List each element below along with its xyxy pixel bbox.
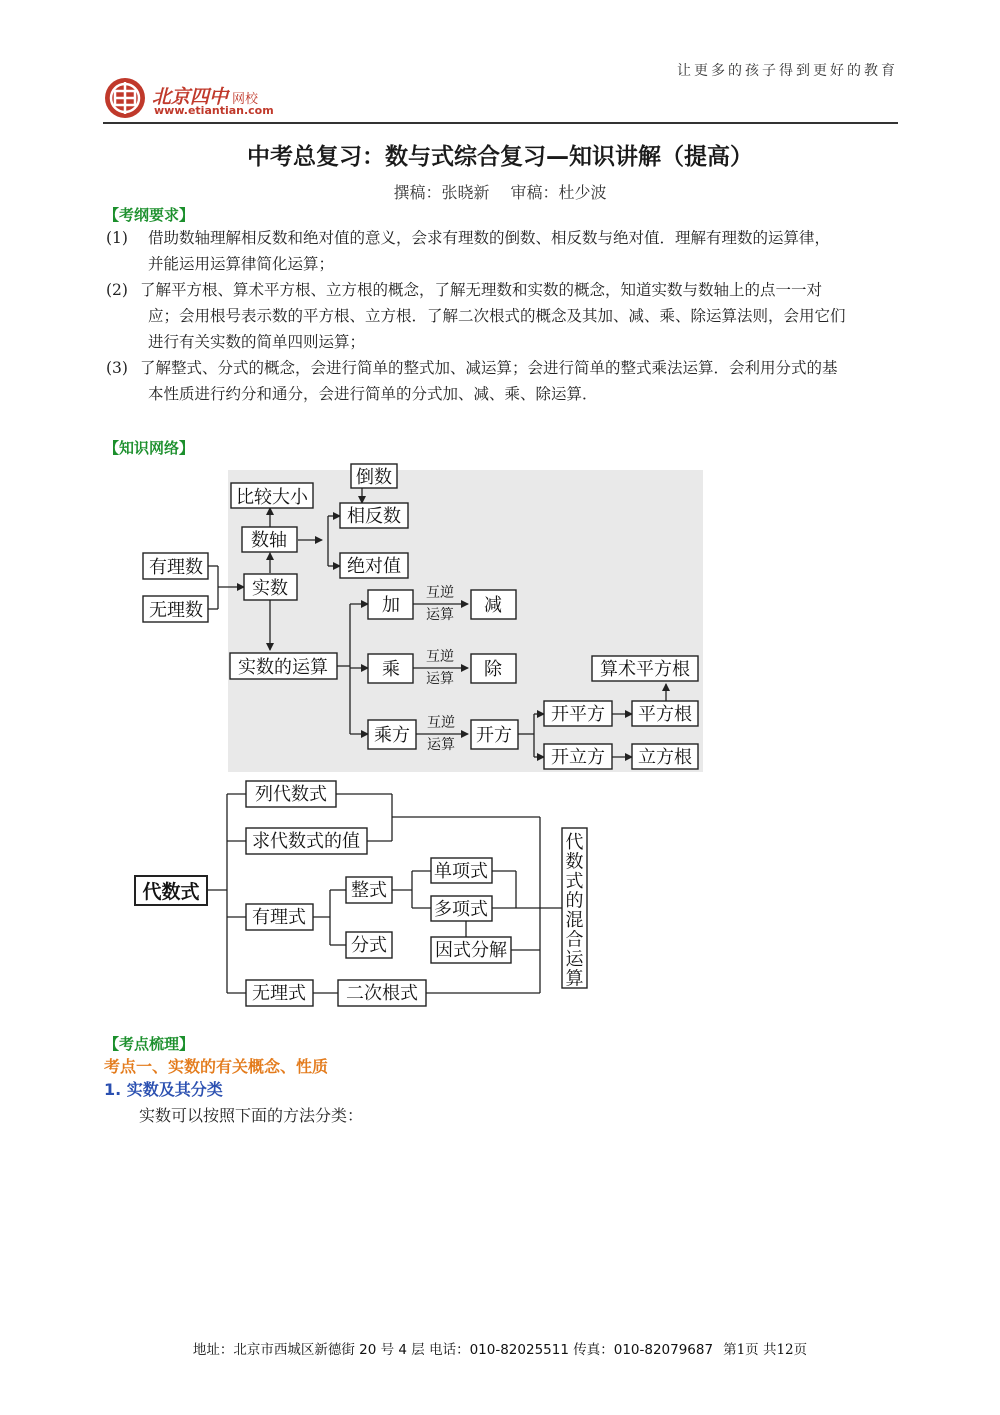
requirement-text: 借助数轴理解相反数和绝对值的意义，会求有理数的倒数、相反数与绝对值．理解有理数的运算律， <box>148 229 831 247</box>
body-text: 实数可以按照下面的方法分类： <box>139 1106 364 1125</box>
label-rational-expr: 有理式 <box>252 907 306 928</box>
label-root: 开方 <box>476 725 512 746</box>
label-rational: 有理数 <box>149 557 203 578</box>
author: 撰稿：张晓新 <box>393 183 490 202</box>
reviewer: 审稿：杜少波 <box>510 183 607 202</box>
label-fraction: 分式 <box>351 935 387 956</box>
label-arith-root: 算术平方根 <box>600 659 690 680</box>
label-poly: 多项式 <box>434 899 488 920</box>
label-sq-root: 平方根 <box>638 704 692 725</box>
label-absolute: 绝对值 <box>347 556 401 577</box>
requirement-text: 本性质进行约分和通分，会进行简单的分式加、减、乘、除运算． <box>148 385 598 403</box>
subsection-1-heading: 1. 实数及其分类 <box>104 1080 223 1099</box>
requirement-number: (1) <box>106 229 128 247</box>
label-expr: 代数式 <box>142 881 200 903</box>
label-evaluate: 求代数式的值 <box>252 831 360 852</box>
label-divide: 除 <box>484 659 502 680</box>
label-inverse-ops: 运算 <box>426 607 454 623</box>
logo-name: 北京四中 <box>152 86 229 108</box>
requirements-heading: 【考纲要求】 <box>104 206 195 224</box>
label-subtract: 减 <box>484 595 502 616</box>
label-power: 乘方 <box>374 725 410 746</box>
label-inverse-ops: 运算 <box>427 737 455 753</box>
label-inverse-ops: 运算 <box>426 671 454 687</box>
label-inverse: 互逆 <box>426 585 454 601</box>
page-footer <box>0 1338 1000 1358</box>
page-title: 中考总复习：数与式综合复习—知识讲解（提高） <box>247 144 753 170</box>
logo-suffix: 网校 <box>232 92 259 107</box>
logo-url: www.etiantian.com <box>154 104 274 117</box>
requirement-number: (3) <box>106 359 128 377</box>
label-numberline: 数轴 <box>251 530 287 551</box>
label-list: 列代数式 <box>255 784 327 805</box>
requirement-number: (2) <box>106 281 128 299</box>
network-heading: 【知识网络】 <box>104 439 195 457</box>
label-multiply: 乘 <box>382 659 400 680</box>
label-reciprocal: 倒数 <box>356 467 392 488</box>
label-monomial: 单项式 <box>434 861 488 882</box>
diagram-background <box>228 470 703 772</box>
header-slogan: 让更多的孩子得到更好的教育 <box>677 63 898 79</box>
label-radical: 二次根式 <box>346 983 418 1004</box>
requirement-text: 进行有关实数的简单四则运算； <box>148 333 366 351</box>
label-factor: 因式分解 <box>435 940 507 961</box>
requirement-text: 了解整式、分式的概念，会进行简单的整式加、减运算；会进行简单的整式乘法运算．会利用分式的基 <box>140 359 838 377</box>
label-real: 实数 <box>252 578 288 599</box>
requirement-text: 应；会用根号表示数的平方根、立方根．了解二次根式的概念及其加、减、乘、除运算法则，会用它们 <box>148 307 846 325</box>
page-number: 第1页 共12页 <box>723 1342 808 1358</box>
label-irrational: 无理数 <box>149 600 203 621</box>
label-ops: 实数的运算 <box>238 657 328 678</box>
points-heading: 【考点梳理】 <box>104 1035 195 1053</box>
label-cbrt-op: 开立方 <box>551 747 605 768</box>
label-sqrt-op: 开平方 <box>551 704 605 725</box>
label-cube-root: 立方根 <box>638 747 692 768</box>
point-1-heading: 考点一、实数的有关概念、性质 <box>104 1057 329 1076</box>
label-opposite: 相反数 <box>347 506 401 527</box>
label-inverse: 互逆 <box>427 715 455 731</box>
requirement-text: 并能运用运算律简化运算； <box>148 255 335 273</box>
label-add: 加 <box>382 595 400 616</box>
footer-address: 地址：北京市西城区新德街 20 号 4 层 电话：010-82025511 传真：010-82079687 <box>192 1342 714 1358</box>
label-irrational-expr: 无理式 <box>252 983 306 1004</box>
label-inverse: 互逆 <box>426 649 454 665</box>
requirement-text: 了解平方根、算术平方根、立方根的概念，了解无理数和实数的概念，知道实数与数轴上的点一一对 <box>140 281 823 299</box>
label-polynomial: 整式 <box>351 880 387 901</box>
label-mixed-ops: 代数式的混合运算 <box>565 832 585 990</box>
label-compare: 比较大小 <box>236 487 308 508</box>
